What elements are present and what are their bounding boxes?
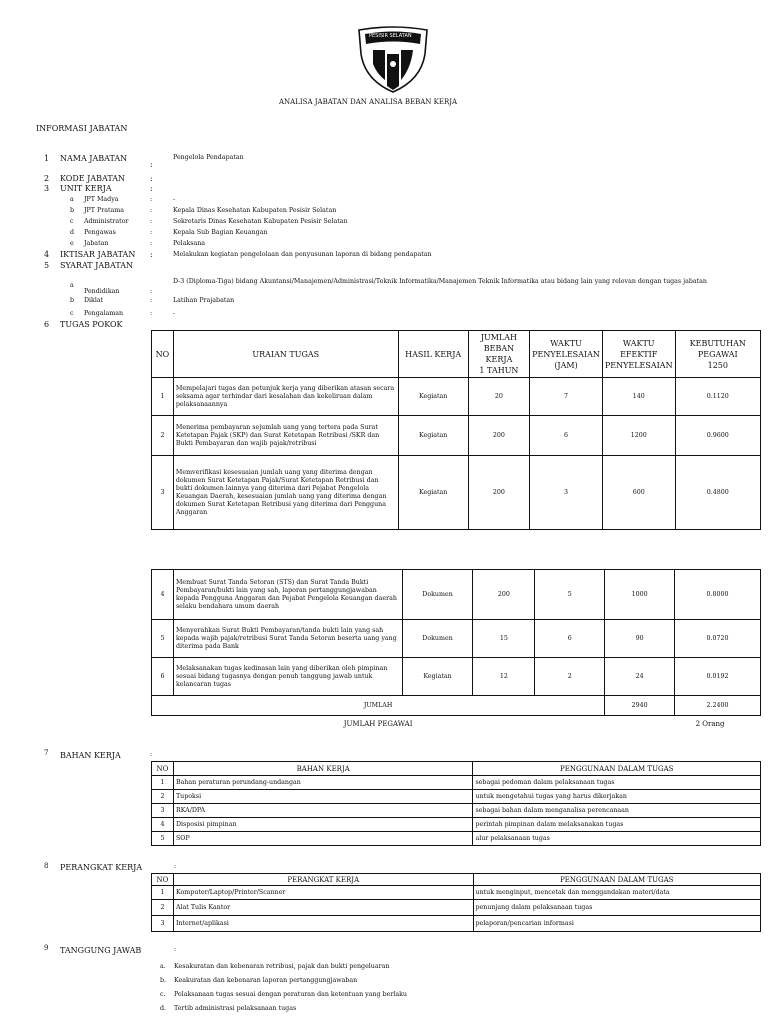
- header-kebutuhan: KEBUTUHAN PEGAWAI 1250: [675, 331, 760, 378]
- jumlah-pegawai-label: JUMLAH PEGAWAI: [343, 719, 413, 728]
- item-letter: b: [70, 297, 75, 304]
- table-row: 2 Alat Tulis Kantor penunjang dalam pelaksanaan tugas: [152, 900, 761, 916]
- item-value: -: [173, 196, 176, 203]
- section-no: 7: [44, 749, 49, 757]
- item-value: Pelaksana: [173, 240, 206, 247]
- item-value: Latihan Prajabatan: [173, 297, 235, 304]
- item-value: Sekretaris Dinas Kesehatan Kabupaten Pesisir Selatan: [173, 218, 348, 225]
- item-letter: b.: [160, 977, 167, 984]
- table-row: 1 Mempelajari tugas dan petunjuk kerja yang diberikan atasan secara seksama agar terhindar dari kesalahan dan kekeliruan dalam pelaksanaannya Kegiatan 20 7 140 0.1120: [152, 378, 761, 416]
- table-row: 3 RKA/DPA sebagai bahan dalam menganalisa perencanaan: [152, 804, 761, 818]
- table-row: 4 Disposisi pimpinan perintah pimpinan dalam melaksanakan tugas: [152, 818, 761, 832]
- item-letter: a: [70, 196, 74, 203]
- item-value-pendidikan: D-3 (Diploma-Tiga) bidang Akuntansi/Manajemen/Administrasi/Teknik Informatika/Manajemen Teknik Informatika atau bidang lain yang relevan dengan tugas jabatan: [173, 278, 707, 285]
- item-separator: :: [150, 196, 153, 203]
- document-title: ANALISA JABATAN DAN ANALISA BEBAN KERJA: [279, 98, 458, 106]
- field-separator: :: [150, 250, 153, 259]
- item-letter: b: [70, 207, 75, 214]
- section-separator: :: [174, 946, 177, 953]
- item-label: Pendidikan: [84, 288, 120, 295]
- regency-emblem: [355, 24, 431, 94]
- field-separator: :: [150, 160, 153, 169]
- table-row: 5 SOP alur pelaksanaan tugas: [152, 832, 761, 846]
- item-letter: c: [70, 218, 74, 225]
- responsibility-item: Pelaksanaan tugas sesuai dengan peraturan dan ketentuan yang berlaku: [174, 991, 407, 998]
- field-no: 3: [44, 184, 50, 193]
- pegawai-row: [152, 716, 761, 732]
- item-separator: :: [150, 288, 153, 295]
- table-row: 4 Membuat Surat Tanda Setoran (STS) dan Surat Tanda Bukti Pembayaran/bukti lain yang sah, laporan pertanggungjawaban kepada Pengguna Anggaran dan Pejabat Pengelola Keuangan daerah selaku bendahara umum daerah Dokumen 200 5 1000 0.8000: [152, 570, 761, 620]
- item-value: Kepala Dinas Kesehatan Kabupaten Pesisir Selatan: [173, 207, 337, 214]
- total-label: JUMLAH: [152, 696, 605, 716]
- item-label: Pengalaman: [84, 310, 124, 317]
- item-letter: c.: [160, 991, 166, 998]
- item-letter: a: [70, 282, 74, 289]
- field-label-iktisar: IKTISAR JABATAN: [60, 250, 136, 259]
- item-separator: :: [150, 207, 153, 214]
- perangkat-kerja-table: NO PERANGKAT KERJA PENGGUNAAN DALAM TUGAS 1 Komputer/Laptop/Printer/Scanner untuk menginput, mencetak dan menggandakan materi/data 2 Alat Tulis Kantor penunjang dalam pelaksanaan tugas 3 Internet/aplikasi pelaporan/pencarian informasi: [151, 873, 761, 932]
- item-label: JPT Pratama: [84, 207, 124, 214]
- item-label: Jabatan: [84, 240, 109, 247]
- item-value: -: [173, 310, 176, 317]
- table-row: 2 Menerima pembayaran sejumlah uang yang tertera pada Surat Ketetapan Pajak (SKP) dan Surat Ketetapan Retribusi /SKR dan Bukti Pembayaran dan wajib pajak/retribusi Kegiatan 200 6 1200 0.9600: [152, 416, 761, 456]
- header-waktu: WAKTU PENYELESAIAN (JAM): [530, 331, 603, 378]
- field-label-unit-kerja: UNIT KERJA: [60, 184, 112, 193]
- section-no: 9: [44, 944, 49, 952]
- table-row: 2 Tupoksi untuk mengetahui tugas yang harus dikerjakan: [152, 790, 761, 804]
- field-separator: :: [150, 184, 153, 193]
- table-row: 5 Menyerahkan Surat Bukti Pembayaran/tanda bukti lain yang sah kepada wajib pajak/retribusi Surat Tanda Setoran beserta uang yang diterima pada Bank Dokumen 15 6 90 0.0720: [152, 620, 761, 658]
- field-label-nama-jabatan: NAMA JABATAN: [60, 154, 128, 163]
- item-label: Pengawas: [84, 229, 116, 236]
- item-label: Administrator: [84, 218, 129, 225]
- item-letter: a.: [160, 963, 166, 970]
- table-row: 1 Bahan peraturan perundang-undangan sebagai pedoman dalam pelaksanaan tugas: [152, 776, 761, 790]
- task-table-page1: [151, 330, 761, 530]
- task-table-page2: [151, 569, 761, 732]
- item-letter: d: [70, 229, 75, 236]
- item-letter: c: [70, 310, 74, 317]
- responsibility-item: Tertib administrasi pelaksanaan tugas: [174, 1005, 297, 1012]
- table-row: 1 Komputer/Laptop/Printer/Scanner untuk menginput, mencetak dan menggandakan materi/data: [152, 886, 761, 900]
- section-tanggung-jawab: TANGGUNG JAWAB: [60, 946, 142, 955]
- responsibility-item: Kesakuratan dan kebenaran retribusi, pajak dan bukti pengeluaran: [174, 963, 390, 970]
- item-letter: d.: [160, 1005, 167, 1012]
- jumlah-pegawai-value: 2 Orang: [695, 719, 725, 728]
- item-label: Diklat: [84, 297, 104, 304]
- section-separator: :: [174, 863, 177, 870]
- item-value: Kepala Sub Bagian Keuangan: [173, 229, 268, 236]
- item-separator: :: [150, 240, 153, 247]
- section-perangkat-kerja: PERANGKAT KERJA: [60, 863, 143, 872]
- table-row: 3 Memverifikasi kesesuaian jumlah uang yang diterima dengan dokumen Surat Ketetapan Pajak/Surat Ketetapan Retribusi dan bukti dokumen lainnya yang diterima dari Pejabat Pengelola Keuangan Daerah, kesesuaian jumlah uang yang diterima dengan dokumen Surat Ketetapan Retribusi yang diterima dari Pengguna Anggaran Kegiatan 200 3 600 0.4800: [152, 456, 761, 530]
- field-no: 5: [44, 261, 50, 270]
- section-informasi-jabatan: INFORMASI JABATAN: [36, 124, 128, 133]
- field-value-iktisar: Melakukan kegiatan pengelolaan dan penyusunan laporan di bidang pendapatan: [173, 251, 432, 258]
- field-separator: :: [150, 174, 153, 183]
- header-uraian: URAIAN TUGAS: [173, 331, 398, 378]
- item-separator: :: [150, 310, 153, 317]
- item-separator: :: [150, 229, 153, 236]
- section-bahan-kerja: BAHAN KERJA: [60, 751, 121, 760]
- field-label-tugas-pokok: TUGAS POKOK: [60, 320, 123, 329]
- field-no: 4: [44, 250, 50, 259]
- section-separator: :: [150, 751, 153, 758]
- field-label-kode-jabatan: KODE JABATAN: [60, 174, 125, 183]
- field-no: 2: [44, 174, 50, 183]
- item-separator: :: [150, 218, 153, 225]
- field-no: 1: [44, 154, 50, 163]
- header-hasil: HASIL KERJA: [398, 331, 468, 378]
- header-efektif: WAKTU EFEKTIF PENYELESAIAN: [602, 331, 675, 378]
- total-row: [152, 696, 761, 716]
- item-letter: e: [70, 240, 74, 247]
- responsibility-item: Keakuratan dan kebenaran laporan pertanggungjawaban: [174, 977, 358, 984]
- field-value-nama-jabatan: Pengelola Pendapatan: [173, 154, 244, 161]
- bahan-kerja-table: NO BAHAN KERJA PENGGUNAAN DALAM TUGAS 1 Bahan peraturan perundang-undangan sebagai pedoman dalam pelaksanaan tugas 2 Tupoksi untuk mengetahui tugas yang harus dikerjakan 3 RKA/DPA sebagai bahan dalam menganalisa perencanaan 4 Disposisi pimpinan perintah pimpinan dalam melaksanakan tugas 5 SOP alur pelaksanaan tugas: [151, 761, 761, 846]
- total-kebutuhan: 2.2400: [675, 696, 761, 716]
- emblem-text: PESISIR SELATAN: [369, 33, 412, 39]
- table-row: 6 Melaksanakan tugas kedinasan lain yang diberikan oleh pimpinan sesuai bidang tugasnya dengan penuh tanggung jawab untuk kelancaran tugas Kegiatan 12 2 24 0.0192: [152, 658, 761, 696]
- table-row: 3 Internet/aplikasi pelaporan/pencarian informasi: [152, 916, 761, 932]
- field-no: 6: [44, 320, 50, 329]
- item-label: JPT Madya: [84, 196, 119, 203]
- total-efektif: 2940: [605, 696, 675, 716]
- item-separator: :: [150, 297, 153, 304]
- section-no: 8: [44, 862, 49, 870]
- header-no: NO: [152, 331, 174, 378]
- header-beban: JUMLAH BEBAN KERJA 1 TAHUN: [468, 331, 529, 378]
- field-label-syarat: SYARAT JABATAN: [60, 261, 134, 270]
